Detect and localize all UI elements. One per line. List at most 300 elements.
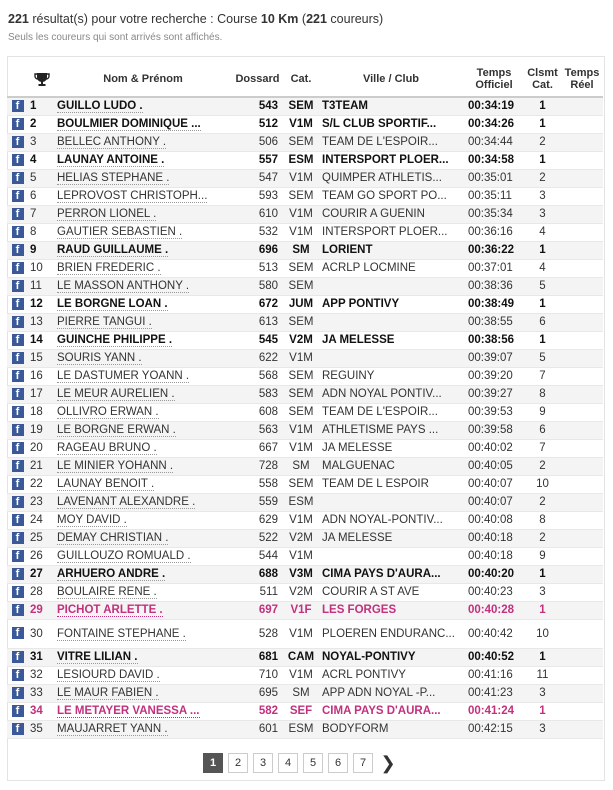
runner-name[interactable]	[55, 368, 231, 386]
facebook-icon[interactable]: f	[12, 586, 24, 598]
facebook-icon[interactable]: f	[12, 100, 24, 112]
dossard: 728	[231, 458, 284, 476]
table-row[interactable]	[7, 566, 603, 584]
category: V1M	[284, 512, 318, 530]
official-time: 00:41:16	[464, 667, 524, 685]
runner-name-link[interactable]: RAGEAU BRUNO .	[57, 442, 157, 454]
header-clsmt-cat[interactable]: Clsmt Cat.	[524, 62, 561, 97]
table-row[interactable]	[7, 530, 603, 548]
club	[318, 350, 464, 368]
facebook-share-cell[interactable]	[7, 188, 28, 206]
page-4-button[interactable]: 4	[278, 753, 298, 773]
rank: 3	[28, 134, 55, 152]
pagination	[203, 753, 398, 775]
runner-name[interactable]	[55, 332, 231, 350]
facebook-share-cell[interactable]	[7, 685, 28, 703]
club	[318, 494, 464, 512]
runner-name-link[interactable]: GUILLOUZO ROMUALD .	[57, 550, 191, 562]
runner-name-link[interactable]: LE BORGNE LOAN .	[57, 298, 168, 310]
rank: 10	[28, 260, 55, 278]
facebook-icon[interactable]: f	[12, 604, 24, 616]
rank: 26	[28, 548, 55, 566]
table-row[interactable]	[7, 97, 603, 116]
runner-name[interactable]	[55, 260, 231, 278]
club: CIMA PAYS D'AURA...	[318, 566, 464, 584]
dossard: 558	[231, 476, 284, 494]
runner-name[interactable]	[55, 584, 231, 602]
runner-name-link[interactable]: BOULAIRE RENE .	[57, 586, 157, 598]
category-rank: 1	[524, 296, 561, 314]
rank: 32	[28, 667, 55, 685]
category: SEM	[284, 404, 318, 422]
facebook-icon[interactable]: f	[12, 280, 24, 292]
runner-name-link[interactable]: GUINCHE PHILIPPE .	[57, 334, 173, 346]
real-time	[561, 152, 603, 170]
rank: 20	[28, 440, 55, 458]
facebook-icon[interactable]: f	[12, 568, 24, 580]
official-time: 00:34:26	[464, 116, 524, 134]
category: ESM	[284, 152, 318, 170]
next-page-chevron-icon[interactable]: ❯	[380, 753, 396, 773]
facebook-share-cell[interactable]	[7, 404, 28, 422]
category-rank: 2	[524, 170, 561, 188]
table-row[interactable]	[7, 224, 603, 242]
facebook-share-cell[interactable]	[7, 703, 28, 721]
official-time: 00:39:27	[464, 386, 524, 404]
facebook-share-cell[interactable]	[7, 116, 28, 134]
category: V1M	[284, 206, 318, 224]
facebook-share-cell[interactable]	[7, 314, 28, 332]
category: V2M	[284, 332, 318, 350]
category-rank: 8	[524, 386, 561, 404]
runner-name[interactable]	[55, 224, 231, 242]
facebook-icon[interactable]: f	[12, 406, 24, 418]
facebook-share-cell[interactable]	[7, 649, 28, 667]
runner-name-link[interactable]: MAUJARRET YANN .	[57, 723, 168, 735]
rank: 23	[28, 494, 55, 512]
real-time	[561, 386, 603, 404]
official-time: 00:40:18	[464, 548, 524, 566]
club: TEAM DE L'ESPOIR...	[318, 134, 464, 152]
facebook-icon[interactable]: f	[12, 669, 24, 681]
facebook-icon[interactable]: f	[12, 723, 24, 735]
table-header-row	[7, 62, 603, 97]
runner-name-link[interactable]: LE MINIER YOHANN .	[57, 460, 174, 472]
runner-name[interactable]	[55, 350, 231, 368]
runner-name-link[interactable]: HELIAS STEPHANE .	[57, 172, 170, 184]
facebook-share-cell[interactable]	[7, 422, 28, 440]
real-time	[561, 188, 603, 206]
page-3-button[interactable]: 3	[253, 753, 273, 773]
runner-name[interactable]	[55, 206, 231, 224]
category: SEF	[284, 703, 318, 721]
runner-name-link[interactable]: LE MEUR AURELIEN .	[57, 388, 175, 400]
table-row[interactable]	[7, 476, 603, 494]
runner-name-link[interactable]: ARHUERO ANDRE .	[57, 568, 166, 580]
real-time	[561, 602, 603, 620]
table-row[interactable]	[7, 242, 603, 260]
facebook-share-cell[interactable]	[7, 584, 28, 602]
rank: 1	[28, 97, 55, 116]
facebook-share-cell[interactable]	[7, 458, 28, 476]
rank: 2	[28, 116, 55, 134]
facebook-share-cell[interactable]	[7, 440, 28, 458]
facebook-share-cell[interactable]	[7, 667, 28, 685]
runner-name-link[interactable]: BRIEN FREDERIC .	[57, 262, 161, 274]
club: QUIMPER ATHLETIS...	[318, 170, 464, 188]
real-time	[561, 512, 603, 530]
facebook-icon[interactable]: f	[12, 208, 24, 220]
facebook-icon[interactable]: f	[12, 496, 24, 508]
runner-name-link[interactable]: DEMAY CHRISTIAN .	[57, 532, 169, 544]
runner-name[interactable]	[55, 721, 231, 739]
facebook-share-cell[interactable]	[7, 476, 28, 494]
facebook-share-cell[interactable]	[7, 224, 28, 242]
club: MALGUENAC	[318, 458, 464, 476]
club: TEAM DE L'ESPOIR...	[318, 404, 464, 422]
facebook-icon[interactable]: f	[12, 532, 24, 544]
category: SEM	[284, 386, 318, 404]
page-2-button[interactable]: 2	[228, 753, 248, 773]
facebook-icon[interactable]: f	[12, 478, 24, 490]
official-time: 00:38:36	[464, 278, 524, 296]
facebook-icon[interactable]: f	[12, 514, 24, 526]
runner-name[interactable]	[55, 404, 231, 422]
facebook-share-cell[interactable]	[7, 494, 28, 512]
runner-name[interactable]	[55, 667, 231, 685]
table-row[interactable]	[7, 685, 603, 703]
runner-name-link[interactable]: BELLEC ANTHONY .	[57, 136, 167, 148]
facebook-icon[interactable]: f	[12, 442, 24, 454]
runner-name[interactable]	[55, 548, 231, 566]
club: LES FORGES	[318, 602, 464, 620]
table-row[interactable]	[7, 512, 603, 530]
table-row[interactable]	[7, 296, 603, 314]
header-temps-officiel[interactable]: Temps Officiel	[464, 62, 524, 97]
category-rank: 6	[524, 422, 561, 440]
runner-name-link[interactable]: MOY DAVID .	[57, 514, 127, 526]
runner-name-link[interactable]: PICHOT ARLETTE .	[57, 604, 163, 616]
runner-name[interactable]	[55, 116, 231, 134]
facebook-icon[interactable]: f	[12, 352, 24, 364]
category: V1F	[284, 602, 318, 620]
runner-name-link[interactable]: LESIOURD DAVID .	[57, 669, 160, 681]
facebook-share-cell[interactable]	[7, 368, 28, 386]
facebook-icon[interactable]: f	[12, 136, 24, 148]
runner-name[interactable]	[55, 170, 231, 188]
category: SEM	[284, 278, 318, 296]
dossard: 629	[231, 512, 284, 530]
category: SM	[284, 458, 318, 476]
runner-name-link[interactable]: GAUTIER SEBASTIEN .	[57, 226, 183, 238]
facebook-share-cell[interactable]	[7, 721, 28, 739]
real-time	[561, 206, 603, 224]
header-dossard[interactable]: Dossard	[231, 62, 284, 97]
category: SM	[284, 685, 318, 703]
official-time: 00:38:56	[464, 332, 524, 350]
runner-name[interactable]	[55, 703, 231, 721]
category-rank: 2	[524, 134, 561, 152]
category-rank: 1	[524, 703, 561, 721]
table-row[interactable]	[7, 350, 603, 368]
page-6-button[interactable]: 6	[328, 753, 348, 773]
table-row[interactable]	[7, 152, 603, 170]
facebook-share-cell[interactable]	[7, 152, 28, 170]
table-row[interactable]	[7, 386, 603, 404]
facebook-share-cell[interactable]	[7, 296, 28, 314]
facebook-share-cell[interactable]	[7, 170, 28, 188]
real-time	[561, 170, 603, 188]
dossard: 545	[231, 332, 284, 350]
facebook-icon[interactable]: f	[12, 388, 24, 400]
runner-name[interactable]	[55, 602, 231, 620]
table-row[interactable]	[7, 170, 603, 188]
table-row[interactable]	[7, 278, 603, 296]
runner-name[interactable]	[55, 512, 231, 530]
facebook-icon[interactable]: f	[12, 244, 24, 256]
header-cat[interactable]: Cat.	[284, 62, 318, 97]
table-row[interactable]	[7, 332, 603, 350]
table-row[interactable]	[7, 584, 603, 602]
facebook-icon[interactable]: f	[12, 334, 24, 346]
runner-name[interactable]	[55, 422, 231, 440]
facebook-icon[interactable]: f	[12, 460, 24, 472]
table-row[interactable]	[7, 649, 603, 667]
category-rank: 3	[524, 685, 561, 703]
facebook-share-cell[interactable]	[7, 134, 28, 152]
rank: 22	[28, 476, 55, 494]
table-row[interactable]	[7, 206, 603, 224]
dossard: 532	[231, 224, 284, 242]
real-time	[561, 494, 603, 512]
facebook-icon[interactable]: f	[12, 262, 24, 274]
real-time	[561, 350, 603, 368]
facebook-icon[interactable]: f	[12, 627, 24, 639]
facebook-icon[interactable]: f	[12, 424, 24, 436]
facebook-icon[interactable]: f	[12, 298, 24, 310]
table-row[interactable]	[7, 620, 603, 649]
table-row[interactable]	[7, 116, 603, 134]
runner-name[interactable]	[55, 134, 231, 152]
table-row[interactable]	[7, 458, 603, 476]
real-time	[561, 242, 603, 260]
table-row[interactable]	[7, 404, 603, 422]
facebook-icon[interactable]: f	[12, 226, 24, 238]
runner-name[interactable]	[55, 620, 231, 649]
facebook-icon[interactable]: f	[12, 370, 24, 382]
category: ESM	[284, 494, 318, 512]
runner-name[interactable]	[55, 476, 231, 494]
header-club[interactable]: Ville / Club	[318, 62, 464, 97]
header-temps-reel[interactable]: Temps Réel	[561, 62, 603, 97]
category-rank: 3	[524, 206, 561, 224]
table-row[interactable]	[7, 314, 603, 332]
official-time: 00:40:07	[464, 494, 524, 512]
club: ACRL PONTIVY	[318, 667, 464, 685]
runner-name[interactable]	[55, 649, 231, 667]
runner-name-link[interactable]: LE BORGNE ERWAN .	[57, 424, 176, 436]
club: JA MELESSE	[318, 332, 464, 350]
facebook-share-cell[interactable]	[7, 512, 28, 530]
runner-name-link[interactable]: LEPROVOST CHRISTOPH...	[57, 190, 208, 202]
official-time: 00:40:02	[464, 440, 524, 458]
table-row[interactable]	[7, 260, 603, 278]
dossard: 547	[231, 170, 284, 188]
facebook-share-cell[interactable]	[7, 206, 28, 224]
real-time	[561, 368, 603, 386]
facebook-icon[interactable]: f	[12, 651, 24, 663]
category-rank: 2	[524, 494, 561, 512]
dossard: 583	[231, 386, 284, 404]
runner-name-link[interactable]: PIERRE TANGUI .	[57, 316, 152, 328]
runner-name-link[interactable]: BOULMIER DOMINIQUE ...	[57, 118, 201, 130]
runner-name-link[interactable]: PERRON LIONEL .	[57, 208, 157, 220]
runner-name-link[interactable]: LE METAYER VANESSA ...	[57, 705, 200, 717]
runner-name[interactable]	[55, 296, 231, 314]
category: V1M	[284, 620, 318, 649]
runner-name-link[interactable]: RAUD GUILLAUME .	[57, 244, 169, 256]
runner-name[interactable]	[55, 152, 231, 170]
runner-name[interactable]	[55, 494, 231, 512]
table-row[interactable]	[7, 188, 603, 206]
facebook-icon[interactable]: f	[12, 154, 24, 166]
real-time	[561, 548, 603, 566]
result-count: 221	[8, 12, 29, 26]
dossard: 563	[231, 422, 284, 440]
results-table	[7, 62, 603, 739]
table-row[interactable]	[7, 494, 603, 512]
rank: 34	[28, 703, 55, 721]
rank: 6	[28, 188, 55, 206]
facebook-share-cell[interactable]	[7, 242, 28, 260]
header-rank	[28, 62, 55, 97]
runner-name-link[interactable]: OLLIVRO ERWAN .	[57, 406, 159, 418]
real-time	[561, 584, 603, 602]
runner-name[interactable]	[55, 440, 231, 458]
dossard: 601	[231, 721, 284, 739]
table-row[interactable]	[7, 134, 603, 152]
dossard: 697	[231, 602, 284, 620]
runner-name-link[interactable]: FONTAINE STEPHANE .	[57, 627, 186, 640]
runner-name[interactable]	[55, 566, 231, 584]
runner-name-link[interactable]: VITRE LILIAN .	[57, 651, 138, 663]
runner-name[interactable]	[55, 314, 231, 332]
facebook-share-cell[interactable]	[7, 548, 28, 566]
runner-name-link[interactable]: LE DASTUMER YOANN .	[57, 370, 190, 382]
runner-name-link[interactable]: SOURIS YANN .	[57, 352, 142, 364]
category: V1M	[284, 667, 318, 685]
runner-name-link[interactable]: LE MAUR FABIEN .	[57, 687, 159, 699]
header-name[interactable]: Nom & Prénom	[55, 62, 231, 97]
runner-name[interactable]	[55, 530, 231, 548]
table-row[interactable]	[7, 703, 603, 721]
facebook-icon[interactable]: f	[12, 118, 24, 130]
category-rank: 1	[524, 242, 561, 260]
runner-name[interactable]	[55, 386, 231, 404]
table-row[interactable]	[7, 422, 603, 440]
category: SEM	[284, 260, 318, 278]
dossard: 528	[231, 620, 284, 649]
runner-name-link[interactable]: LAVENANT ALEXANDRE .	[57, 496, 196, 508]
real-time	[561, 685, 603, 703]
official-time: 00:40:18	[464, 530, 524, 548]
real-time	[561, 476, 603, 494]
runner-name-link[interactable]: LAUNAY ANTOINE .	[57, 154, 165, 166]
real-time	[561, 134, 603, 152]
runner-name[interactable]	[55, 242, 231, 260]
table-row[interactable]	[7, 667, 603, 685]
table-row[interactable]	[7, 440, 603, 458]
page-5-button[interactable]: 5	[303, 753, 323, 773]
rank: 17	[28, 386, 55, 404]
category: SEM	[284, 368, 318, 386]
table-row[interactable]	[7, 548, 603, 566]
runner-name[interactable]	[55, 188, 231, 206]
facebook-icon[interactable]: f	[12, 550, 24, 562]
table-row[interactable]	[7, 602, 603, 620]
dossard: 557	[231, 152, 284, 170]
facebook-share-cell[interactable]	[7, 386, 28, 404]
club: ATHLETISME PAYS ...	[318, 422, 464, 440]
runner-name[interactable]	[55, 97, 231, 116]
dossard: 580	[231, 278, 284, 296]
facebook-icon[interactable]: f	[12, 172, 24, 184]
club: PLOEREN ENDURANC...	[318, 620, 464, 649]
table-row[interactable]	[7, 721, 603, 739]
runner-name-link[interactable]: LE MASSON ANTHONY .	[57, 280, 190, 292]
runner-name-link[interactable]: LAUNAY BENOIT .	[57, 478, 155, 490]
rank: 15	[28, 350, 55, 368]
facebook-share-cell[interactable]	[7, 620, 28, 649]
runner-name-link[interactable]: GUILLO LUDO .	[57, 100, 143, 112]
dossard: 610	[231, 206, 284, 224]
facebook-share-cell[interactable]	[7, 278, 28, 296]
facebook-icon[interactable]: f	[12, 687, 24, 699]
official-time: 00:41:23	[464, 685, 524, 703]
page-1-button[interactable]: 1	[203, 753, 223, 773]
facebook-share-cell[interactable]	[7, 530, 28, 548]
rank: 16	[28, 368, 55, 386]
category: SEM	[284, 188, 318, 206]
page-7-button[interactable]: 7	[353, 753, 373, 773]
facebook-share-cell[interactable]	[7, 566, 28, 584]
facebook-share-cell[interactable]	[7, 350, 28, 368]
official-time: 00:35:01	[464, 170, 524, 188]
dossard: 543	[231, 97, 284, 116]
facebook-share-cell[interactable]	[7, 602, 28, 620]
runner-name[interactable]	[55, 458, 231, 476]
category: SEM	[284, 134, 318, 152]
dossard: 544	[231, 548, 284, 566]
facebook-icon[interactable]: f	[12, 190, 24, 202]
real-time	[561, 620, 603, 649]
facebook-share-cell[interactable]	[7, 260, 28, 278]
category: SM	[284, 242, 318, 260]
facebook-icon[interactable]: f	[12, 705, 24, 717]
facebook-icon[interactable]: f	[12, 316, 24, 328]
runner-name[interactable]	[55, 278, 231, 296]
real-time	[561, 667, 603, 685]
official-time: 00:38:55	[464, 314, 524, 332]
dossard: 582	[231, 703, 284, 721]
category: SEM	[284, 476, 318, 494]
facebook-share-cell[interactable]	[7, 97, 28, 116]
facebook-share-cell[interactable]	[7, 332, 28, 350]
table-row[interactable]	[7, 368, 603, 386]
category: V1M	[284, 224, 318, 242]
dossard: 622	[231, 350, 284, 368]
runner-name[interactable]	[55, 685, 231, 703]
